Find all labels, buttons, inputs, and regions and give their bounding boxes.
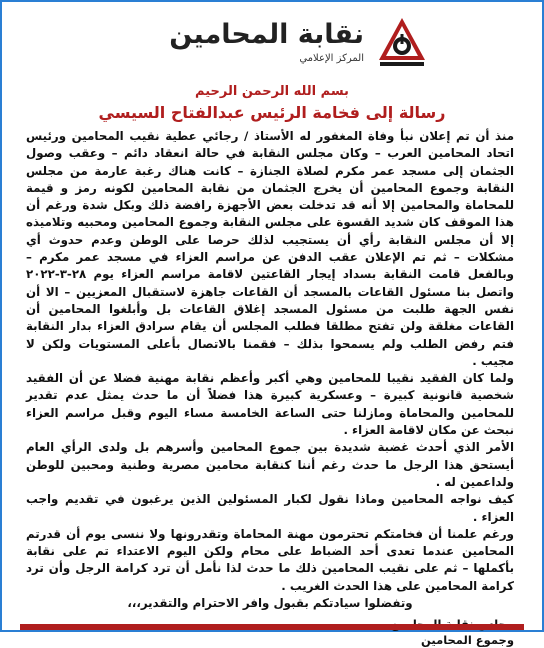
- basmala: بسم الله الرحمن الرحيم: [195, 84, 349, 99]
- letter-paragraph: ورغم علمنا أن فخامتكم تحترمون مهنة المحاماة وتقدرونها ولا ننسى يوم أن قدرتم المحامين عندما تعدى أحد الضباط على محام ولكن اليوم الاعتداء تم على نقابة بأكملها – ثم على نقيب المحامين ذلك ما حدث لذا نأمل أن ترد كرامة الرجل وأن ترد كرامة المحامين على هذا الحدث الغريب .: [26, 526, 514, 593]
- letter-paragraph: منذ أن تم إعلان نبأ وفاة المغفور له الأستاذ / رجائي عطية نقيب المحامين ورئيس اتحاد المحامين العرب – وكان مجلس النقابة في حالة انعقاد دائم – وعقب وصول الجثمان إلى مسجد عمر مكرم لصلاة الجنازة – كانت هناك رغبة عارمة من مجلس النقابة وجموع المحامين أن يخرج الجثمان من نقابة المحامين لكونه رمز و قيمة للمحاماة والمحامين إلا أنه قد تدخلت بعض الأجهزة رافضة ذلك وبكل شدة ورغم أن هذا الموقف كان شديد القسوة على مجلس النقابة وجموع المحامين ومحبيه وتلاميذه إلا أن مجلس النقابة رأي أن يستجيب لذلك حرصا على الوطن وعدم حدوث أي مشكلات – ثم تم الإعلان عقب الدفن عن مراسم العزاء في مسجد عمر مكرم – وبالفعل قامت النقابة بسداد إيجار القاعتين لاقامة مراسم العزاء يوم ٢٨-٣-٢٠٢٢ واتصل بنا مسئول القاعات بالمسجد أن القاعات جاهزة لاستقبال المعزيين – الا أن نفس الجهة طلبت من مسئول المسجد إغلاق القاعات بل وأبلغوا المحامين أن القاعات مغلقة ولن تفتح مطلقا فطلب المجلس أن يقام سرادق العزاء بدار النقابة فتم رفض الطلب ولم يسمحوا بذلك – فقمنا بالاتصال بأعلى المستويات ولكن لا مجيب .: [26, 129, 514, 368]
- letter-paragraph: ولما كان الفقيد نقيبا للمحامين وهي أكبر وأعظم نقابة مهنية فضلا عن أن الفقيد شخصية قانونية كبيرة – وعسكرية كبيرة هذا فضلاً أن ما حدث يمثل عدم تقدير للمحامين والمحاماة ومازلنا حتى الساعة الخامسة مساء اليوم وقبل مراسم العزاء نبحث عن مكان لاقامة العزاء .: [26, 371, 514, 438]
- signature-block: [20, 616, 524, 648]
- org-name: نقابة المحامين: [169, 19, 364, 50]
- letter-title: رسالة إلى فخامة الرئيس عبدالفتاح السيسي: [98, 103, 446, 122]
- letter-paragraph: الأمر الذي أحدث غضبة شديدة بين جموع المحامين وأسرهم بل ولدى الرأي العام أيستحق هذا الرجل ما حدث رغم أننا كنقابة محامين مصرية وطنية ومحبين للوطن ولداعمين له .: [26, 440, 514, 489]
- signature-line: وجموع المحامين: [421, 633, 514, 648]
- org-subtitle: المركز الإعلامي: [299, 53, 364, 64]
- letter-closing: وتفضلوا سيادتكم بقبول وافر الاحترام والتقدير،،،: [127, 596, 413, 611]
- lawyers-syndicate-emblem-icon: [376, 16, 428, 68]
- letter-sheet: [20, 10, 524, 648]
- footer-bar: [20, 624, 524, 630]
- letter-paragraph: كيف نواجه المحامين وماذا نقول لكبار المسئولين الذين يرغبون في تقديم واجب العزاء .: [26, 492, 514, 524]
- letter-body: [20, 122, 524, 612]
- letterhead: [20, 10, 524, 76]
- letterhead-title-block: [169, 18, 364, 66]
